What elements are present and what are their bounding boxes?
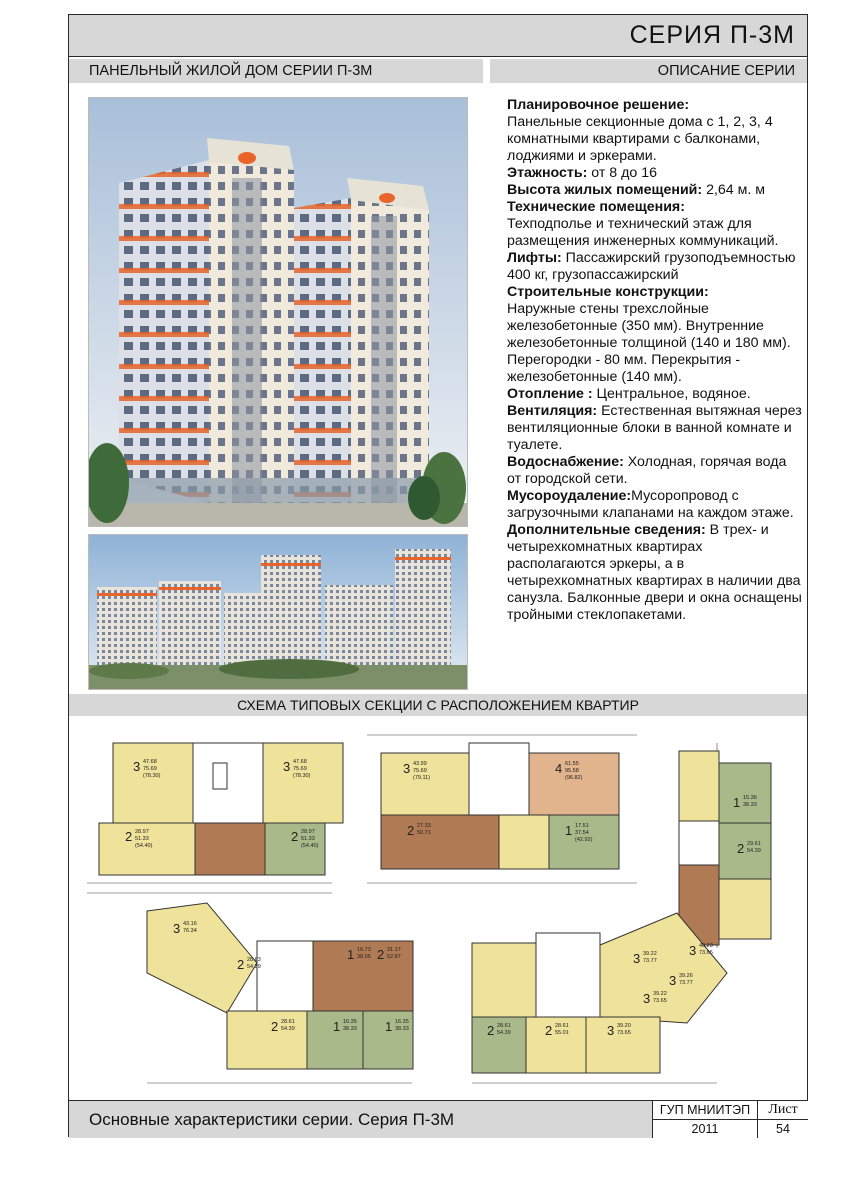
apartment-rooms: 2 [737, 841, 745, 856]
description-paragraph [507, 284, 803, 386]
description-label: Водоснабжение: [507, 454, 624, 470]
apartment-area: (78.30) [293, 773, 311, 779]
apartment-area: 54.39 [747, 848, 761, 854]
apartment-area: 73.65 [699, 950, 713, 956]
top-title-bar [69, 15, 807, 57]
apartment-rooms: 3 [283, 759, 291, 774]
apartment-area: 31.17 [387, 947, 401, 953]
apartment-area: (54.40) [301, 843, 319, 849]
floor-plans [77, 723, 801, 1101]
issue-year: 2011 [653, 1120, 758, 1138]
apartment-rooms: 2 [545, 1023, 553, 1038]
description-paragraph [507, 165, 803, 182]
apartment-area: (42.92) [575, 837, 593, 843]
apartment-area: 38.33 [743, 802, 757, 808]
apartment-rooms: 1 [733, 795, 741, 810]
apartment-area: 54.39 [247, 964, 261, 970]
description-paragraph [507, 250, 803, 284]
apartment-area: 54.39 [281, 1026, 295, 1032]
description-text: Мусоропровод с загрузочными клапанами на каждом этаже. [507, 488, 794, 521]
apartment-rooms: 2 [407, 823, 415, 838]
apartment-area: 95.58 [565, 768, 579, 774]
description-label: Вентиляция: [507, 403, 598, 419]
apartment-label [333, 1019, 357, 1034]
plans-section-header [69, 694, 807, 716]
apartment-area: 75.69 [143, 766, 157, 772]
section-header-building [69, 59, 483, 83]
description-label: Дополнительные сведения: [507, 522, 706, 538]
apartment-rooms: 1 [347, 947, 355, 962]
description-label: Строительные конструкции: [507, 284, 709, 300]
section-header-description [490, 59, 807, 83]
apartment-area: 76.34 [183, 928, 197, 934]
description-paragraph [507, 454, 803, 488]
description-text: Пассажирский грузоподъемностью 400 кг, грузопассажирский [507, 250, 796, 283]
apartment-area: 73.77 [679, 980, 693, 986]
apartment-label [733, 795, 757, 810]
apartment-area: 52.87 [387, 954, 401, 960]
apartment-area: 16.35 [343, 1019, 357, 1025]
description-paragraph [507, 182, 803, 199]
apartment-rooms: 2 [291, 829, 299, 844]
apartment-area: 51.33 [135, 836, 149, 842]
series-description [507, 97, 803, 624]
apartment-area: 28.97 [301, 829, 315, 835]
apartment-area: (79.11) [413, 775, 431, 781]
apartment-area: 27.33 [417, 823, 431, 829]
section-title-description: ОПИСАНИЕ СЕРИИ [657, 63, 795, 79]
apartment-rooms: 3 [633, 951, 641, 966]
apartment-area: 15.36 [743, 795, 757, 801]
apartment-area: 55.01 [555, 1030, 569, 1036]
apartment-rooms: 3 [689, 943, 697, 958]
sheet-label: Лист [758, 1101, 808, 1120]
apartment-area: 39.22 [643, 951, 657, 957]
apartment-label [385, 1019, 409, 1034]
description-label: Мусороудаление: [507, 488, 632, 504]
apartment-area: 29.61 [747, 841, 761, 847]
description-text: Центральное, водяное. [592, 386, 751, 402]
description-paragraph [507, 199, 803, 250]
apartment-area: 38.33 [343, 1026, 357, 1032]
apartment-area: 40.23 [699, 943, 713, 949]
apartment-label [173, 921, 197, 936]
description-label: Лифты: [507, 250, 562, 266]
description-paragraph [507, 522, 803, 624]
apartment-area: 28.61 [281, 1019, 295, 1025]
building-render-image [88, 97, 468, 527]
apartment-area: 16.73 [357, 947, 371, 953]
apartment-area: (96.82) [565, 775, 583, 781]
floor-plan-section-5 [472, 913, 727, 1073]
description-label: Технические помещения: [507, 199, 685, 215]
apartment-area: 75.69 [293, 766, 307, 772]
title-block [69, 1100, 807, 1138]
description-paragraph [507, 386, 803, 403]
apartment-rooms: 2 [377, 947, 385, 962]
apartment-label [271, 1019, 295, 1034]
description-text: от 8 до 16 [587, 165, 658, 181]
apartment-rooms: 3 [173, 921, 181, 936]
description-paragraph [507, 488, 803, 522]
apartment-area: 28.61 [497, 1023, 511, 1029]
apartment-label [737, 841, 761, 856]
apartment-label [545, 1023, 569, 1038]
description-text: Техподполье и технический этаж для размещения инженерных коммуникаций. [507, 216, 779, 249]
apartment-label [643, 991, 667, 1006]
apartment-area: 54.39 [497, 1030, 511, 1036]
description-label: Этажность: [507, 165, 588, 181]
apartment-area: 75.69 [413, 768, 427, 774]
apartment-area: 39.26 [679, 973, 693, 979]
apartment-label [633, 951, 657, 966]
apartment-rooms: 3 [403, 761, 411, 776]
apartment-area: 38.33 [395, 1026, 409, 1032]
apartment-area: 73.65 [617, 1030, 631, 1036]
apartment-label [347, 947, 371, 962]
apartment-rooms: 2 [271, 1019, 279, 1034]
apartment-area: 39.20 [617, 1023, 631, 1029]
apartment-area: 73.77 [643, 958, 657, 964]
apartment-area: 38.05 [357, 954, 371, 960]
description-paragraph [507, 97, 803, 165]
apartment-rooms: 3 [133, 759, 141, 774]
apartment-area: 43.16 [183, 921, 197, 927]
apartment-area: 50.71 [417, 830, 431, 836]
section-title-building: ПАНЕЛЬНЫЙ ЖИЛОЙ ДОМ СЕРИИ П-3М [89, 63, 373, 79]
apartment-area: 37.54 [575, 830, 589, 836]
apartment-rooms: 2 [125, 829, 133, 844]
apartment-area: 17.51 [575, 823, 589, 829]
description-label: Планировочное решение: [507, 97, 690, 113]
apartment-rooms: 2 [487, 1023, 495, 1038]
description-text: Холодная, горячая вода от городской сети. [507, 454, 787, 487]
apartment-rooms: 1 [565, 823, 573, 838]
description-text: Естественная вытяжная через вентиляционные блоки в ванной комнате и туалете. [507, 403, 802, 453]
apartment-area: (78.30) [143, 773, 161, 779]
apartment-rooms: 3 [607, 1023, 615, 1038]
apartment-area: 28.63 [247, 957, 261, 963]
apartment-label [407, 823, 431, 838]
stamp-grid [652, 1101, 808, 1138]
apartment-area: 61.55 [565, 761, 579, 767]
apartment-area: 39.22 [653, 991, 667, 997]
apartment-rooms: 1 [385, 1019, 393, 1034]
description-label: Высота жилых помещений: [507, 182, 703, 198]
apartment-label [487, 1023, 511, 1038]
series-title: СЕРИЯ П-3М [629, 21, 795, 49]
organization-name: ГУП МНИИТЭП [653, 1101, 758, 1120]
description-text: Наружные стены трехслойные железобетонные (350 мм). Внутренние железобетонные толщиной (140 и 180 мм). Перегородки - 80 мм. Перекрытия - железобетонные (140 мм). [507, 301, 791, 385]
description-text: В трех- и четырехкомнатных квартирах располагаются эркеры, а в четырехкомнатных квартирах в наличии два санузла. Балконные двери и окна оснащены тройными стеклопакетами. [507, 522, 802, 623]
description-paragraph [507, 403, 803, 454]
apartment-area: 16.35 [395, 1019, 409, 1025]
apartment-area: 51.33 [301, 836, 315, 842]
apartment-rooms: 3 [669, 973, 677, 988]
apartment-label [377, 947, 401, 962]
apartment-rooms: 2 [237, 957, 245, 972]
apartment-area: 47.68 [293, 759, 307, 765]
apartment-label [689, 943, 713, 958]
apartment-rooms: 3 [643, 991, 651, 1006]
description-text: Панельные секционные дома с 1, 2, 3, 4 комнатными квартирами с балконами, лоджиями и эркерами. [507, 114, 773, 164]
description-text: 2,64 м. м [702, 182, 766, 198]
apartment-label [669, 973, 693, 988]
apartment-area: 43.99 [413, 761, 427, 767]
apartment-area: 28.61 [555, 1023, 569, 1029]
apartment-area: 73.65 [653, 998, 667, 1004]
plans-section-title: СХЕМА ТИПОВЫХ СЕКЦИИ С РАСПОЛОЖЕНИЕМ КВАРТИР [237, 697, 639, 713]
apartment-area: (54.40) [135, 843, 153, 849]
description-label: Отопление : [507, 386, 593, 402]
apartment-label [237, 957, 261, 972]
apartment-rooms: 1 [333, 1019, 341, 1034]
sheet-number: 54 [776, 1122, 790, 1136]
apartment-area: 47.68 [143, 759, 157, 765]
district-panorama-image [88, 534, 468, 690]
sheet-title: Основные характеристики серии. Серия П-3М [89, 1110, 455, 1129]
apartment-area: 28.97 [135, 829, 149, 835]
apartment-label [607, 1023, 631, 1038]
document-sheet [68, 14, 808, 1137]
apartment-rooms: 4 [555, 761, 563, 776]
